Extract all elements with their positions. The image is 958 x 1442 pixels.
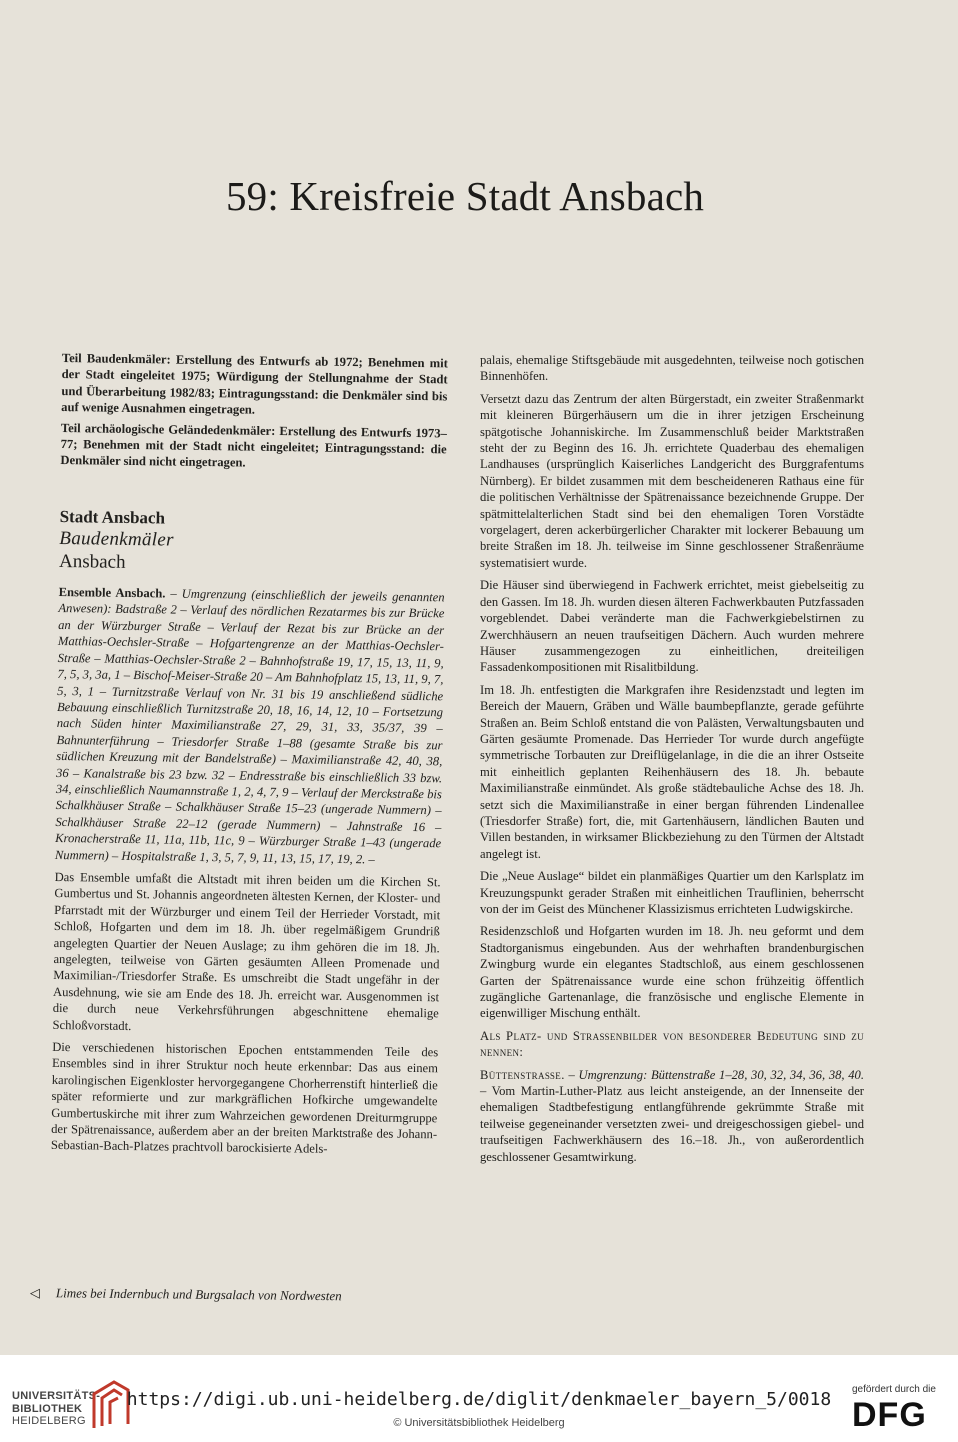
buettenstrasse-boundary: Umgrenzung: Büttenstraße 1–28, 30, 32, 34, 36, 38, 40. <box>578 1067 864 1082</box>
intro-archaeologische: Teil archäologische Geländedenkmäler: Erstellung des Entwurfs 1973–77; Benehmen mit der Stadt nicht eingeleitet; Eintragungsstand: die Denkmäler sind nicht eingetragen. <box>60 420 447 471</box>
dfg-logo[interactable]: DFG <box>852 1396 927 1434</box>
ensemble-dash: – <box>165 586 182 601</box>
buettenstrasse-text: – Vom Martin-Luther-Platz aus leicht ansteigende, an der Innenseite der ehemaligen Stadtbefestigung entlangführende gekrümmte Straße mit teilweise gegeneinander versetzten zwei- und dreigeschossigen giebel- und traufseitigen Fachwerkhäusern des 16.–18. Jh., von außerordentlich geschlossener Gesamtwirkung. <box>480 1084 864 1164</box>
ensemble-heading: Ensemble Ansbach. <box>58 585 166 601</box>
buettenstrasse-name: Büttenstraße. <box>480 1067 565 1082</box>
ensemble-entry <box>55 584 445 868</box>
logo-line: HEIDELBERG <box>12 1415 86 1427</box>
right-paragraph: Versetzt dazu das Zentrum der alten Bürgerstadt, ein zweiter Straßenmarkt mit kleineren Bürgerhäusern um die in ihrer jetzigen Erscheinung spätgotische Johanniskirche. Im Zusammenschluß beider Marktstraßen steht der zu Beginn des 16. Jh. errichtete Quaderbau des ehemaligen Landhauses (ursprünglich Kaiserliches Landgericht des Burggrafentums Nürnberg). Er bildet zusammen mit dem bescheideneren Rathaus eine für die politischen Verhältnisse der Spätrenaissance bezeichnende Gruppe. Der spätmittelalterlichen Stadt sind bei den ehemaligen Toren Vorstädte vorgelagert, deren ackerbürgerlicher Charakter mit lockerer Bebauung um breite Straßen im 18. Jh. teilweise im Sinne geschlossener Straßenräume systematisiert wurde. <box>480 391 864 570</box>
caption-text: Limes bei Indernbuch und Burgsalach von Nordwesten <box>55 1285 342 1304</box>
right-column <box>480 352 864 1171</box>
section-title: Stadt Ansbach <box>59 506 166 528</box>
section-place: Ansbach <box>58 550 126 573</box>
permalink-url[interactable]: https://digi.ub.uni-heidelberg.de/diglit/denkmaeler_bayern_5/0018 <box>126 1389 832 1410</box>
right-paragraph: Die „Neue Auslage“ bildet ein planmäßiges Quartier um den Karlsplatz im Kreuzungspunkt gerader Straßen mit einheitlichen Trauflinien, beherrscht von der im Geist des Münchener Klassizismus errichteten Ludwigskirche. <box>480 869 864 916</box>
left-paragraph: Die verschiedenen historischen Epochen entstammenden Teile des Ensembles sind in ihrer Struktur noch heute erkennbar: Das aus einem karolingischen Eigenkloster hervorgegangene Chorherrenstift hinterließ die später reformierte und zur markgräflichen Hofkirche umgewandelte Gumbertuskirche mit ihrer zum Wahrzeichen gewordenen Dreiturmgruppe der Spätrenaissance, außerdem aber an der breiten Marktstraße des Johann-Sebastian-Bach-Platzes prachtvoll barockisierte Adels- <box>50 1039 439 1157</box>
logo-line: UNIVERSITÄTS- <box>12 1390 101 1402</box>
intro-block <box>60 350 448 474</box>
logo-line: BIBLIOTHEK <box>12 1402 83 1415</box>
section-subtitle: Baudenkmäler <box>59 528 174 551</box>
left-column <box>51 350 448 1165</box>
platz-heading: Als Platz- und Straßenbilder von besonderer Bedeutung sind zu nennen: <box>480 1028 864 1060</box>
ensemble-boundary: Umgrenzung (einschließlich der jeweils genannten Anwesen): Badstraße 2 – Verlauf des nördlichen Rezatarmes bis zur Brücke an der Würzburger Straße – Verlauf der Rezat bis zur Brücke an der Matthias-Oechsler-Straße – Hofgartengrenze an der Matthias-Oechsler-Straße – Matthias-Oechsler-Straße 2 – Bahnhofstraße 19, 17, 15, 13, 11, 9, 7, 5, 3, 3a, 1 – Bischof-Meiser-Straße 20 – Am Bahnhofplatz 15, 13, 11, 9, 7, 5, 3, 1 – Turnitzstraße Verlauf von Nr. 31 bis 19 anschließend südliche Bebauung einschließlich Turnitzstraße 20, 18, 16, 14, 12, 10 – Fortsetzung nach Süden hinter Maximilianstraße 27, 29, 31, 33, 35/37, 39 – Bahnunterführung – Triesdorfer Straße 1–88 (gesamte Straße bis zur südlichen Kreuzung mit der Bandelstraße) – Maximilianstraße 42, 40, 38, 36 – Kanalstraße bis 23 bzw. 32 – Endresstraße bis einschließlich 33 bzw. 34, einschließlich Naumannstraße 1, 2, 4, 7, 9 – Verlauf der Merckstraße bis Schalkhäuser Straße – Schalkhäuser Straße 15–23 (ungerade Nummern) – Schalkhäuser Straße 22–12 (gerade Nummern) – Jahnstraße 16 – Kronacherstraße 11, 11a, 11b, 11c, 9 – Würzburger Straße 1–43 (ungerade Nummern) – Hospitalstraße 1, 3, 5, 7, 9, 11, 13, 15, 17, 19, 2. – <box>54 586 445 866</box>
right-paragraph: Residenzschloß und Hofgarten wurden im 18. Jh. neu geformt und dem Stadtorganismus eingebunden. Aus der wehrhaften brandenburgischen Zwingburg wurde ein elegantes Stadtschloß, aus einem geschlossenen Garten der Spätrenaissance wurde eine schon frühzeitig öffentlich zugängliche Gartenanlage, die französische und englische Elemente in eigenwilliger Mischung enthält. <box>480 924 864 1021</box>
right-paragraph: Im 18. Jh. entfestigten die Markgrafen ihre Residenzstadt und legten im Bereich der Mauern, Gräben und Wälle baumbepflanzte, gerade geführte Straßen an. Beim Schloß entstand die von Palästen, Verwaltungsbauten und Gärten gesäumte Promenade. Das Herrieder Tor wurde durch angefügte symmetrische Torbauten zur Dreiflügelanlage, in die die an ihrer Ostseite mit einheitlich geplanten Reihenhäusern des 18. Jh. bebaute Maximilianstraße einmündet. Als große städtebauliche Achse des 18. Jh. setzt sich die Maximilianstraße in einer bergan führenden Lindenallee (Triesdorfer Straße) fort, die, mit Gartenhäusern, ländlichen Bauten und Villen bestanden, in wirksamer Blickbeziehung zu den Türmen der Altstadt angelegt ist. <box>480 682 864 861</box>
page-title: 59: Kreisfreie Stadt Ansbach <box>225 173 705 219</box>
caption-marker-icon: ◁ <box>29 1285 40 1301</box>
right-paragraph: palais, ehemalige Stiftsgebäude mit ausgedehnten, teilweise noch gotischen Binnenhöfen. <box>480 353 864 384</box>
left-paragraph: Das Ensemble umfaßt die Altstadt mit ihren beiden um die Kirchen St. Gumbertus und St. Johannis angeordneten ältesten Kernen, der Kloster- und Pfarrstadt mit der Würzburger und einem Teil der Herrieder Vorstadt, mit Schloß, Hofgarten und dem im 18. Jh. über regelmäßigem Grundriß angelegten Quartier der Neuen Auslage; zu ihm gehören die im 18. Jh. angelegten, teilweise von Gärten gesäumten Alleen Promenade und Maximilian-/Triesdorfer Straße. Es umschreibt die Stadt ungefähr in der Ausdehnung, wie sie am Ende des 18. Jh. erreicht war. Ausgenommen ist die durch neue Verkehrsführungen abgeschnittene ehemalige Schloßvorstadt. <box>52 869 441 1033</box>
figure-caption <box>30 1285 342 1304</box>
funding-label: gefördert durch die <box>852 1384 936 1395</box>
right-paragraph: Die Häuser sind überwiegend in Fachwerk errichtet, meist giebelseitig zu den Gassen. Im 18. Jh. wurden diesen älteren Fachwerkbauten Putzfassaden vorgeblendet. Dabei veränderte man die Fachwerkgiebelstirnen zu Zwerchhäusern an neuen traufseitigen Dächern. Auch wurden mehrere Häuser zusammengezogen zu einheitlichen, dreiteiligen Fassadenkompositionen mit Risalitbildung. <box>480 578 864 675</box>
intro-baudenkmaeler: Teil Baudenkmäler: Erstellung des Entwurfs ab 1972; Benehmen mit der Stadt eingeleitet 1975; Würdigung der Stellungnahme der Stadt und Überarbeitung 1982/83; Eintragungsstand: die Denkmäler sind bis auf wenige Ausnahmen eingetragen. <box>61 350 448 417</box>
buettenstrasse-entry <box>480 1067 864 1165</box>
buettenstrasse-dash: – <box>564 1067 579 1082</box>
copyright-notice: © Universitätsbibliothek Heidelberg <box>393 1417 565 1429</box>
